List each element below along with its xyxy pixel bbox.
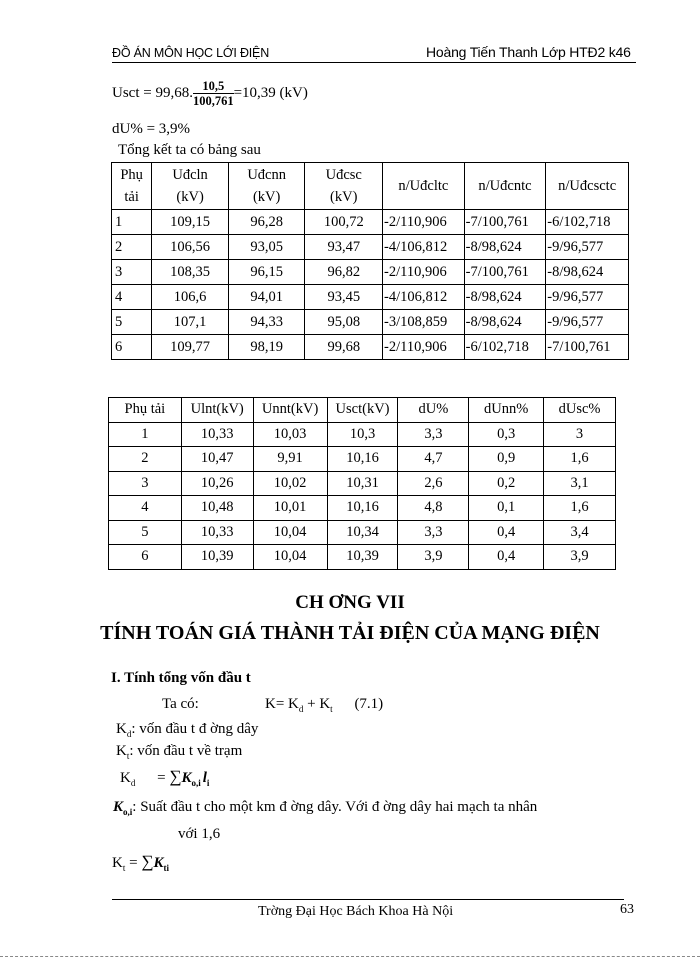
voltage-table-header-line: (kV) bbox=[252, 189, 281, 205]
page-number: 63 bbox=[620, 902, 634, 917]
voltage-drop-table-header-cell: dUnn% bbox=[469, 398, 544, 423]
table-row bbox=[112, 260, 629, 285]
kt-eq-term-sub: ti bbox=[163, 863, 169, 873]
table-cell: -6/102,718 bbox=[546, 210, 629, 235]
voltage-table-header-line: Uđcnn bbox=[247, 167, 286, 183]
table-cell: 1,6 bbox=[544, 447, 616, 472]
voltage-drop-table-header-cell: Ulnt(kV) bbox=[181, 398, 253, 423]
voltage-drop-table bbox=[108, 397, 616, 570]
table-cell: 106,6 bbox=[152, 285, 229, 310]
voltage-table-header-cell bbox=[152, 163, 229, 210]
table-cell: 107,1 bbox=[152, 310, 229, 335]
header-right: Hoàng Tiến Thanh Lớp HTĐ2 k46 bbox=[426, 44, 631, 60]
table-cell: 10,33 bbox=[181, 520, 253, 545]
table-row bbox=[109, 447, 616, 472]
voltage-table-header bbox=[112, 163, 629, 210]
usct-rhs: =10,39 (kV) bbox=[233, 84, 308, 101]
table-cell: -7/100,761 bbox=[546, 335, 629, 360]
table-cell: 0,9 bbox=[469, 447, 544, 472]
voltage-table-header-line: tải bbox=[124, 189, 139, 205]
table-cell: 10,04 bbox=[253, 520, 327, 545]
formula-ref: (7.1) bbox=[354, 696, 384, 712]
table-cell: 96,28 bbox=[228, 210, 305, 235]
taco-label: Ta có: bbox=[162, 696, 199, 712]
kt-definition bbox=[116, 743, 242, 761]
kd-eq-symbol: K bbox=[120, 770, 131, 786]
table-cell: 3 bbox=[109, 471, 182, 496]
table-row bbox=[112, 235, 629, 260]
table-cell: 3 bbox=[112, 260, 152, 285]
kd-eq-sub: d bbox=[130, 778, 136, 788]
usct-denominator: 100,761 bbox=[192, 93, 234, 108]
voltage-drop-table-header-cell: dU% bbox=[398, 398, 469, 423]
table-cell: -9/96,577 bbox=[546, 310, 629, 335]
table-cell: 1 bbox=[109, 422, 182, 447]
footer-rule bbox=[112, 899, 624, 900]
table-cell: -9/96,577 bbox=[546, 235, 629, 260]
table-cell: 10,16 bbox=[327, 496, 398, 521]
kt-sub: t bbox=[126, 751, 130, 761]
table-cell: -8/98,624 bbox=[464, 235, 546, 260]
table-cell: 3,9 bbox=[398, 545, 469, 570]
table-cell: 108,35 bbox=[152, 260, 229, 285]
table-cell: -3/108,859 bbox=[383, 310, 465, 335]
table-cell: -7/100,761 bbox=[464, 210, 546, 235]
table-cell: 10,48 bbox=[181, 496, 253, 521]
table-row bbox=[109, 520, 616, 545]
table-cell: 2,6 bbox=[398, 471, 469, 496]
kt-eq-sum: ∑ bbox=[141, 852, 154, 871]
page-bottom-edge bbox=[0, 956, 700, 957]
table-row bbox=[112, 310, 629, 335]
voltage-table-header-cell bbox=[305, 163, 383, 210]
voltage-table-header-line: Phụ bbox=[120, 167, 143, 183]
table-cell: 2 bbox=[112, 235, 152, 260]
table-cell: -8/98,624 bbox=[464, 285, 546, 310]
table-cell: 109,77 bbox=[152, 335, 229, 360]
table-cell: -7/100,761 bbox=[464, 260, 546, 285]
table-cell: 10,04 bbox=[253, 545, 327, 570]
table-cell: 99,68 bbox=[305, 335, 383, 360]
table-row bbox=[109, 496, 616, 521]
table-cell: 3,9 bbox=[544, 545, 616, 570]
kd-eq-sum: ∑ bbox=[169, 767, 182, 786]
usct-numerator: 10,5 bbox=[193, 79, 234, 94]
table-cell: 3,1 bbox=[544, 471, 616, 496]
table-cell: 96,15 bbox=[228, 260, 305, 285]
voltage-drop-table-header-cell: dUsc% bbox=[544, 398, 616, 423]
table-cell: 2 bbox=[109, 447, 182, 472]
table-cell: 5 bbox=[109, 520, 182, 545]
table-cell: 6 bbox=[109, 545, 182, 570]
ko-definition-cont: với 1,6 bbox=[178, 826, 221, 842]
total-investment-formula bbox=[265, 696, 383, 714]
table-cell: 96,82 bbox=[305, 260, 383, 285]
table-cell: 4 bbox=[109, 496, 182, 521]
table-cell: 100,72 bbox=[305, 210, 383, 235]
kt-eq-symbol: K bbox=[112, 855, 123, 871]
header-left: ĐỒ ÁN MÔN HỌC LỚI ĐIỆN bbox=[112, 46, 270, 60]
voltage-table-header-line: n/Uđcltc bbox=[398, 178, 449, 194]
header-rule bbox=[112, 62, 636, 63]
voltage-drop-table-header-row bbox=[109, 398, 616, 423]
table-cell: 0,4 bbox=[469, 545, 544, 570]
table-row bbox=[112, 335, 629, 360]
table-cell: 3 bbox=[544, 422, 616, 447]
table-cell: 9,91 bbox=[253, 447, 327, 472]
table-cell: -8/98,624 bbox=[464, 310, 546, 335]
ko-definition bbox=[113, 799, 658, 817]
table-cell: -2/110,906 bbox=[383, 260, 465, 285]
ko-symbol: K bbox=[113, 799, 124, 815]
table-row bbox=[109, 545, 616, 570]
kd-equation bbox=[120, 767, 209, 788]
table-cell: 10,33 bbox=[181, 422, 253, 447]
voltage-table-header-line: (kV) bbox=[176, 189, 204, 205]
formula-plus: + K bbox=[303, 696, 331, 712]
voltage-table-body bbox=[112, 210, 629, 360]
table-cell: 10,16 bbox=[327, 447, 398, 472]
kd-symbol: K bbox=[116, 721, 127, 737]
ko-text: : Suất đầu t cho một km đ ờng dây. Với đ ờng dây hai mạch ta nhân bbox=[132, 799, 538, 815]
kd-eq-length: l bbox=[202, 770, 207, 786]
kt-eq-term: K bbox=[153, 855, 164, 871]
table-cell: 0,3 bbox=[469, 422, 544, 447]
kd-text: : vốn đầu t đ ờng dây bbox=[131, 721, 259, 737]
kt-symbol: K bbox=[116, 743, 127, 759]
table-cell: -9/96,577 bbox=[546, 285, 629, 310]
voltage-drop-table-header bbox=[109, 398, 616, 423]
table-cell: 10,31 bbox=[327, 471, 398, 496]
table-cell: 98,19 bbox=[228, 335, 305, 360]
table-cell: 93,47 bbox=[305, 235, 383, 260]
table-cell: 3,3 bbox=[398, 422, 469, 447]
table-cell: 3,4 bbox=[544, 520, 616, 545]
table-row bbox=[109, 471, 616, 496]
table-row bbox=[112, 210, 629, 235]
voltage-table-header-cell bbox=[383, 163, 465, 210]
table-cell: 94,01 bbox=[228, 285, 305, 310]
table-cell: 10,39 bbox=[181, 545, 253, 570]
summary-intro: Tổng kết ta có bảng sau bbox=[118, 142, 261, 158]
table-cell: 109,15 bbox=[152, 210, 229, 235]
table-cell: -2/110,906 bbox=[383, 335, 465, 360]
table-cell: 0,4 bbox=[469, 520, 544, 545]
table-cell: 10,39 bbox=[327, 545, 398, 570]
voltage-table-header-line: n/Uđcsctc bbox=[558, 178, 617, 194]
table-cell: 5 bbox=[112, 310, 152, 335]
table-cell: 10,03 bbox=[253, 422, 327, 447]
voltage-table bbox=[111, 162, 629, 360]
voltage-drop-table-body bbox=[109, 422, 616, 569]
kd-eq-term: K bbox=[181, 770, 192, 786]
formula-sub-t: t bbox=[330, 704, 333, 714]
table-cell: 10,02 bbox=[253, 471, 327, 496]
du-line: dU% = 3,9% bbox=[112, 121, 191, 137]
table-cell: 0,1 bbox=[469, 496, 544, 521]
table-cell: 1,6 bbox=[544, 496, 616, 521]
ko-sub: o,i bbox=[123, 807, 133, 817]
voltage-table-header-cell bbox=[228, 163, 305, 210]
voltage-table-header-cell bbox=[112, 163, 152, 210]
table-cell: 4,8 bbox=[398, 496, 469, 521]
table-cell: -4/106,812 bbox=[383, 235, 465, 260]
table-cell: -4/106,812 bbox=[383, 285, 465, 310]
kd-sub: d bbox=[126, 729, 132, 739]
table-cell: 3,3 bbox=[398, 520, 469, 545]
table-cell: 4,7 bbox=[398, 447, 469, 472]
table-cell: 93,05 bbox=[228, 235, 305, 260]
table-cell: 95,08 bbox=[305, 310, 383, 335]
formula-k: K= K bbox=[265, 696, 299, 712]
voltage-table-header-line: Uđcsc bbox=[325, 167, 362, 183]
kd-definition bbox=[116, 721, 258, 739]
voltage-table-header-line: Uđcln bbox=[172, 167, 208, 183]
section-heading: I. Tính tổng vốn đầu t bbox=[111, 670, 251, 686]
footer-text: Trờng Đại Học Bách Khoa Hà Nội bbox=[258, 904, 454, 919]
voltage-table-header-cell bbox=[546, 163, 629, 210]
table-cell: 10,34 bbox=[327, 520, 398, 545]
table-cell: 93,45 bbox=[305, 285, 383, 310]
table-cell: 1 bbox=[112, 210, 152, 235]
table-cell: 10,3 bbox=[327, 422, 398, 447]
table-cell: 94,33 bbox=[228, 310, 305, 335]
table-cell: 10,01 bbox=[253, 496, 327, 521]
table-row bbox=[112, 285, 629, 310]
kd-eq-equals: = bbox=[157, 770, 166, 786]
formula-sub-d: d bbox=[298, 704, 304, 714]
usct-fraction bbox=[193, 79, 234, 108]
voltage-table-header-line: (kV) bbox=[330, 189, 358, 205]
table-cell: -2/110,906 bbox=[383, 210, 465, 235]
chapter-number: CH ƠNG VII bbox=[295, 592, 405, 613]
table-cell: -6/102,718 bbox=[464, 335, 546, 360]
table-cell: 10,26 bbox=[181, 471, 253, 496]
table-cell: 106,56 bbox=[152, 235, 229, 260]
kt-text: : vốn đầu t về trạm bbox=[129, 743, 243, 759]
kd-eq-length-sub: i bbox=[206, 778, 210, 788]
usct-formula bbox=[112, 76, 308, 110]
table-cell: 6 bbox=[112, 335, 152, 360]
voltage-table-header-line: n/Uđcntc bbox=[478, 178, 532, 194]
kt-equation bbox=[112, 852, 169, 873]
voltage-drop-table-header-cell: Phụ tải bbox=[109, 398, 182, 423]
table-cell: -8/98,624 bbox=[546, 260, 629, 285]
table-cell: 10,47 bbox=[181, 447, 253, 472]
table-cell: 0,2 bbox=[469, 471, 544, 496]
kd-eq-term-sub: o,i bbox=[191, 778, 201, 788]
chapter-title: TÍNH TOÁN GIÁ THÀNH TẢI ĐIỆN CỦA MẠNG ĐIỆN bbox=[100, 622, 600, 644]
table-cell: 4 bbox=[112, 285, 152, 310]
usct-lhs: Usct = 99,68. bbox=[112, 84, 193, 101]
voltage-table-header-row bbox=[112, 163, 629, 210]
kt-eq-sub: t bbox=[122, 863, 126, 873]
voltage-drop-table-header-cell: Usct(kV) bbox=[327, 398, 398, 423]
voltage-drop-table-header-cell: Unnt(kV) bbox=[253, 398, 327, 423]
voltage-table-header-cell bbox=[464, 163, 546, 210]
kt-eq-equals: = bbox=[129, 855, 138, 871]
table-row bbox=[109, 422, 616, 447]
